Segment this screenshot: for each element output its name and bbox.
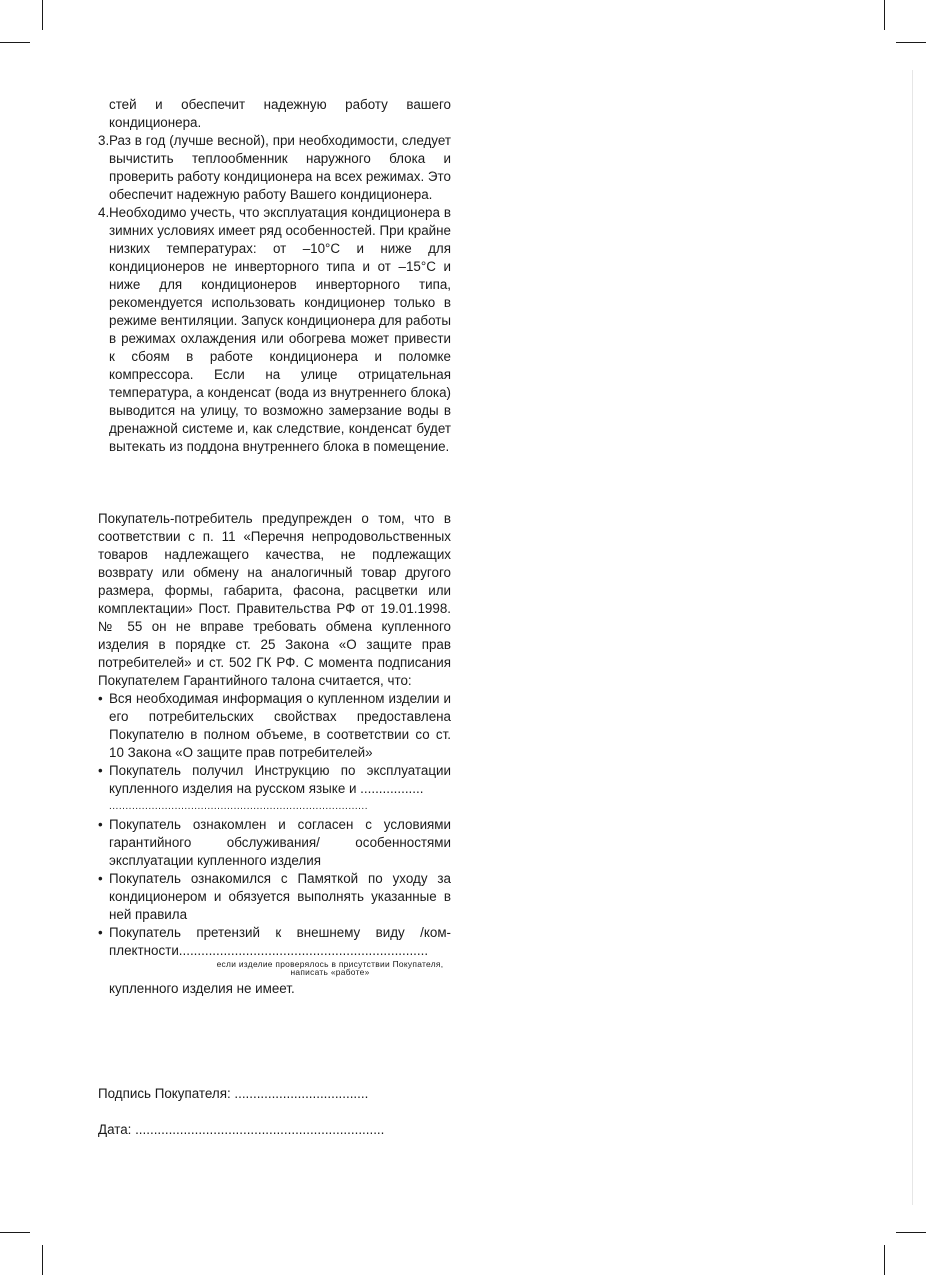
list-number: 3. <box>98 133 110 148</box>
bullet-icon: • <box>98 763 103 778</box>
crop-mark-bottom-left <box>42 1245 43 1275</box>
page-edge-line <box>912 70 913 1205</box>
list-item <box>98 762 451 816</box>
bullet-icon: • <box>98 691 103 706</box>
bullet-text-line2: плектности................................................................... <box>109 943 429 958</box>
list-item <box>98 204 451 456</box>
list-number: 4. <box>98 205 110 220</box>
crop-mark-top-right <box>884 0 885 30</box>
list-item-text: Необходимо учесть, что эксплуатация кондиционера в зимних условиях имеет ряд особенностей. При крайне низких температурах: от –10°С и ниже для кондиционеров не инверторного типа и от –15°С и ниже для кондиционеров инверторного типа, рекомендуется использовать кондиционер только в режиме вентиляции. Запуск кондиционера для работы в режимах охлаждения или обогрева может привести к сбоям в работе кондиционера и поломке компрессора. Если на улице отрицательная температура, а конденсат (вода из внутреннего блока) выводится на улицу, то возможно замерзание воды в дренажной системе и, как следствие, конденсат будет вытекать из поддона внутреннего блока в помещение. <box>109 205 451 454</box>
crop-mark-bottom-right-h <box>896 1232 926 1233</box>
crop-mark-top-left-h <box>0 42 30 43</box>
bullet-icon: • <box>98 925 103 940</box>
bullet-text: Покупатель получил Инструкцию по эксплуатации купленного изделия на русском языке и ................. <box>109 763 451 796</box>
bullet-text: Покупатель ознакомился с Памяткой по уходу за кондиционером и обязуется выполнять указанные в ней правила <box>109 871 451 922</box>
crop-mark-bottom-left-h <box>0 1232 30 1233</box>
list-item <box>98 816 451 870</box>
bullet-text: Покупатель ознакомлен и согласен с условиями гарантийного обслуживания/ особенностями эксплуатации купленного изделия <box>109 817 451 868</box>
continuation-paragraph: стей и обеспечит надежную работу вашего кондиционера. <box>109 97 451 130</box>
bullet-icon: • <box>98 871 103 886</box>
list-item <box>98 132 451 204</box>
crop-mark-top-left <box>42 0 43 30</box>
list-item <box>98 870 451 924</box>
care-instructions <box>98 96 451 456</box>
crop-mark-bottom-right <box>884 1245 885 1275</box>
bullet-text: Вся необходимая информация о купленном изделии и его потребительских свойствах предоставлена Покупателю в полном объеме, в соответствии со ст. 10 Закона «О защите прав потребителей» <box>109 691 451 760</box>
blank-line: ............................................................................... <box>109 801 368 812</box>
bullet-text-end: купленного изделия не имеет. <box>109 981 295 996</box>
consumer-notice <box>98 510 451 998</box>
continuation-text <box>98 96 451 132</box>
footnote-small: если изделие проверялось в присутствии Покупателя, написать «работе» <box>216 959 444 977</box>
date-line[interactable]: Дата: ................................................................... <box>98 1122 385 1137</box>
notice-paragraph: Покупатель-потребитель предупрежден о том, что в соответствии с п. 11 «Перечня непродовольственных товаров надлежащего качества, не подлежащих возврату или обмену на аналогичный товар другого размера, формы, габарита, фасона, расцветки или комплектации» Пост. Правительства РФ от 19.01.1998. № 55 он не вправе требовать обмена купленного изделия в порядке ст. 25 Закона «О защите прав потребителей» и ст. 502 ГК РФ. С момента подписания Покупателем Гарантийного талона считается, что: <box>98 511 451 688</box>
bullet-text-line1: Покупатель претензий к внешнему виду /ком- <box>109 925 451 940</box>
list-item-text: Раз в год (лучше весной), при необходимости, следует вычистить теплообменник наружного блока и проверить работу кондиционера на всех режимах. Это обеспечит надежную работу Вашего кондиционера. <box>109 133 451 202</box>
list-item <box>98 924 451 998</box>
bullet-icon: • <box>98 817 103 832</box>
crop-mark-top-right-h <box>896 42 926 43</box>
list-item <box>98 690 451 762</box>
signature-line[interactable]: Подпись Покупателя: .................................... <box>98 1086 369 1101</box>
